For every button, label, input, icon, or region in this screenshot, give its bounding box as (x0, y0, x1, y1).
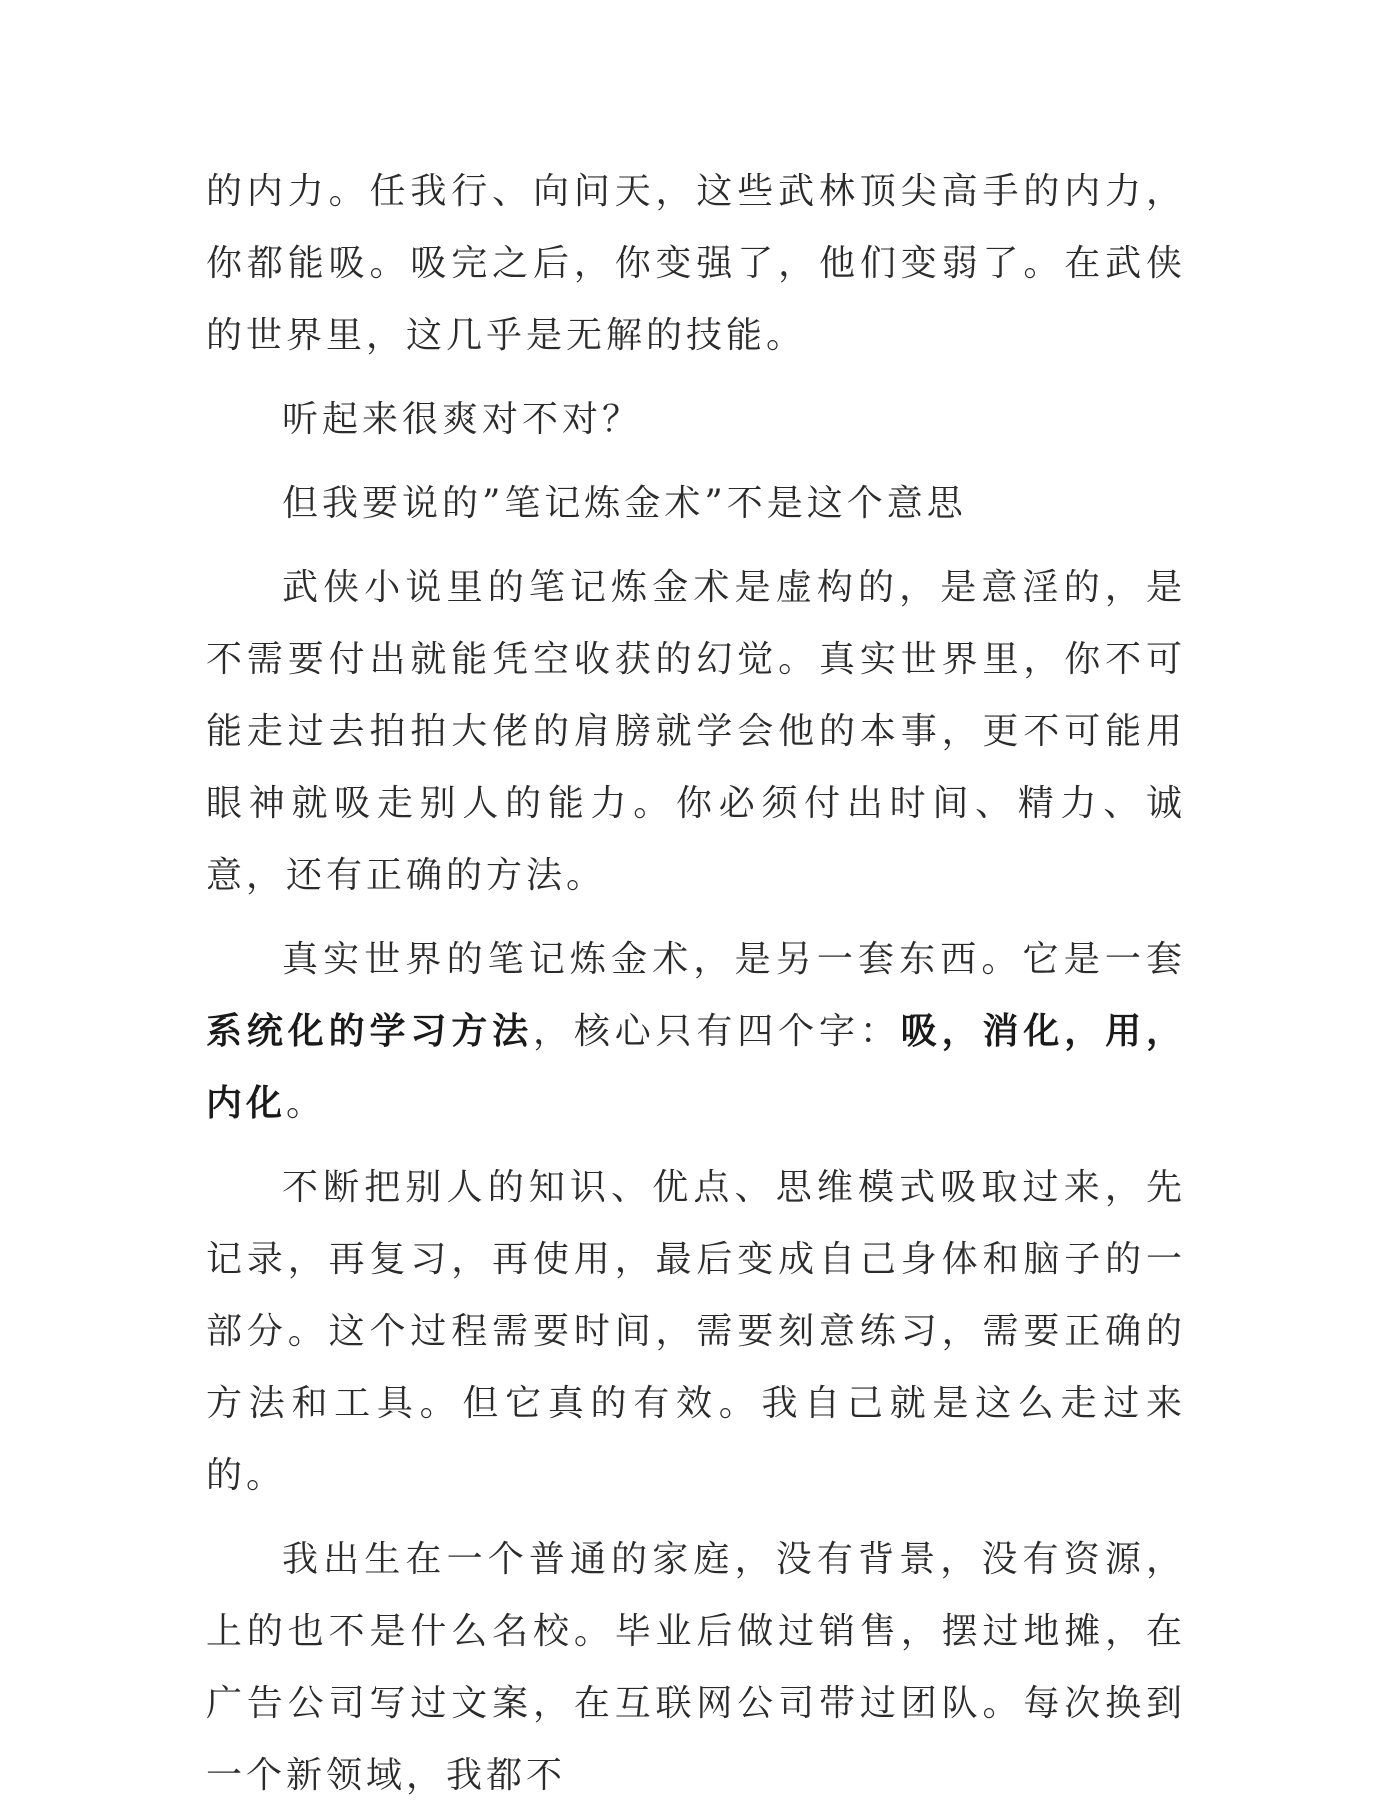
paragraph-5-text-a: 真实世界的笔记炼金术，是另一套东西。它是一套 (282, 939, 1186, 980)
paragraph-5-text-b: ，核心只有四个字： (532, 1011, 901, 1052)
paragraph-5 (206, 924, 1186, 1140)
emphasis-learning-method: 系统化的学习方法 (206, 1011, 533, 1052)
paragraph-5-text-c: 。 (286, 1083, 327, 1124)
paragraph-1: 的内力。任我行、向问天，这些武林顶尖高手的内力，你都能吸。吸完之后，你变强了，他们变弱了。在武侠的世界里，这几乎是无解的技能。 (206, 171, 1186, 356)
emphasis-four-words: 吸，消化，用，内化 (206, 1011, 1186, 1124)
paragraph-6: 不断把别人的知识、优点、思维模式吸取过来，先记录，再复习，再使用，最后变成自己身体和脑子的一部分。这个过程需要时间，需要刻意练习，需要正确的方法和工具。但它真的有效。我自己就是这么走过来的。 (206, 1167, 1186, 1496)
paragraph-2: 听起来很爽对不对？ (282, 399, 643, 440)
paragraph-4: 武侠小说里的笔记炼金术是虚构的，是意淫的，是不需要付出就能凭空收获的幻觉。真实世界里，你不可能走过去拍拍大佬的肩膀就学会他的本事，更不可能用眼神就吸走别人的能力。你必须付出时间、精力、诚意，还有正确的方法。 (206, 567, 1186, 896)
paragraph-7: 我出生在一个普通的家庭，没有背景，没有资源，上的也不是什么名校。毕业后做过销售，摆过地摊，在广告公司写过文案，在互联网公司带过团队。每次换到一个新领域，我都不 (206, 1539, 1186, 1796)
document-body (206, 156, 1186, 1812)
paragraph-3: 但我要说的”笔记炼金术”不是这个意思 (282, 483, 967, 524)
